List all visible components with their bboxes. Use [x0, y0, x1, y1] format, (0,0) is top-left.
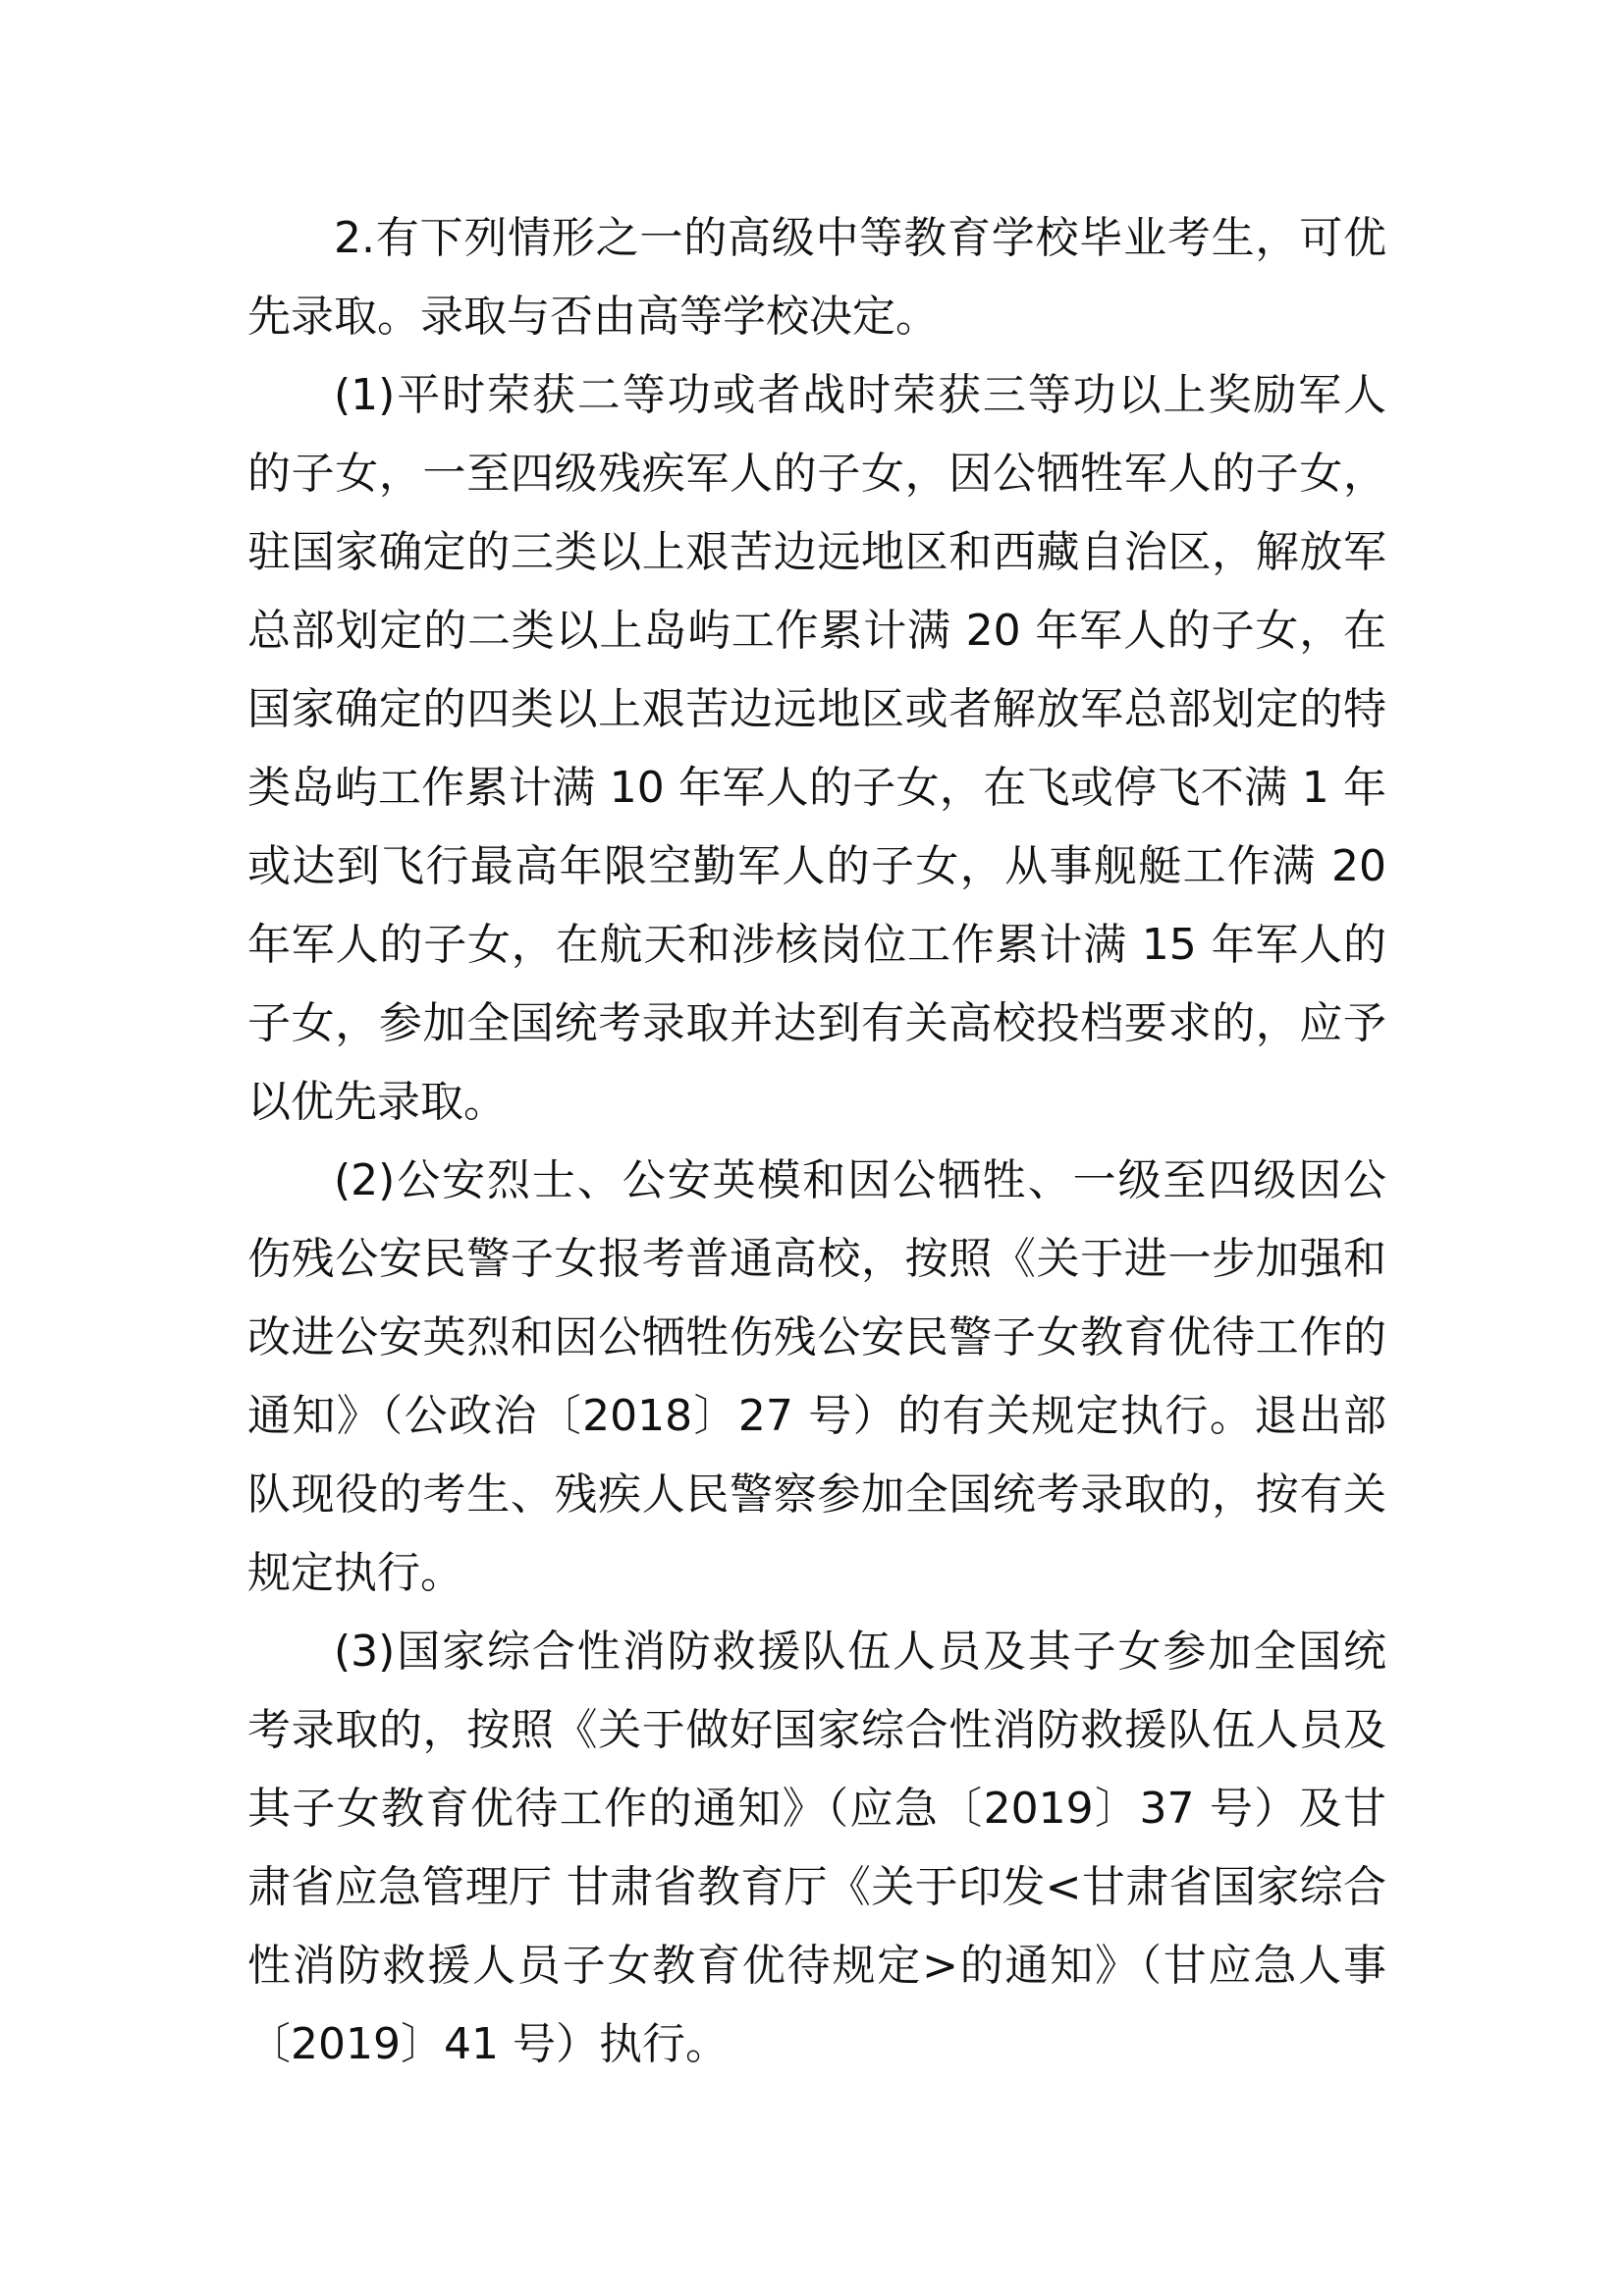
paragraph-fire-rescue-children: (3)国家综合性消防救援队伍人员及其子女参加全国统考录取的，按照《关于做好国家综合性消防救援队伍人员及其子女教育优待工作的通知》（应急〔2019〕37 号）及甘肃省应急管理厅 甘肃省教育厅《关于印发<甘肃省国家综合性消防救援人员子女教育优待规定>的通知》（甘应急人事〔2019〕41 号）执行。 — [247, 1627, 1386, 2069]
paragraph-priority-admission: 2.有下列情形之一的高级中等教育学校毕业考生，可优先录取。录取与否由高等学校决定。 — [247, 213, 1386, 342]
document-page — [247, 199, 1386, 2084]
paragraph-police-children: (2)公安烈士、公安英模和因公牺牲、一级至四级因公伤残公安民警子女报考普通高校，按照《关于进一步加强和改进公安英烈和因公牺牲伤残公安民警子女教育优待工作的通知》（公政治〔2018〕27 号）的有关规定执行。退出部队现役的考生、残疾人民警察参加全国统考录取的，按有关规定执行。 — [247, 1155, 1386, 1598]
paragraph-military-children: (1)平时荣获二等功或者战时荣获三等功以上奖励军人的子女，一至四级残疾军人的子女，因公牺牲军人的子女，驻国家确定的三类以上艰苦边远地区和西藏自治区，解放军总部划定的二类以上岛屿工作累计满 20 年军人的子女，在国家确定的四类以上艰苦边远地区或者解放军总部划定的特类岛屿工作累计满 10 年军人的子女，在飞或停飞不满 1 年或达到飞行最高年限空勤军人的子女，从事舰艇工作满 20 年军人的子女，在航天和涉核岗位工作累计满 15 年军人的子女，参加全国统考录取并达到有关高校投档要求的，应予以优先录取。 — [247, 370, 1386, 1127]
